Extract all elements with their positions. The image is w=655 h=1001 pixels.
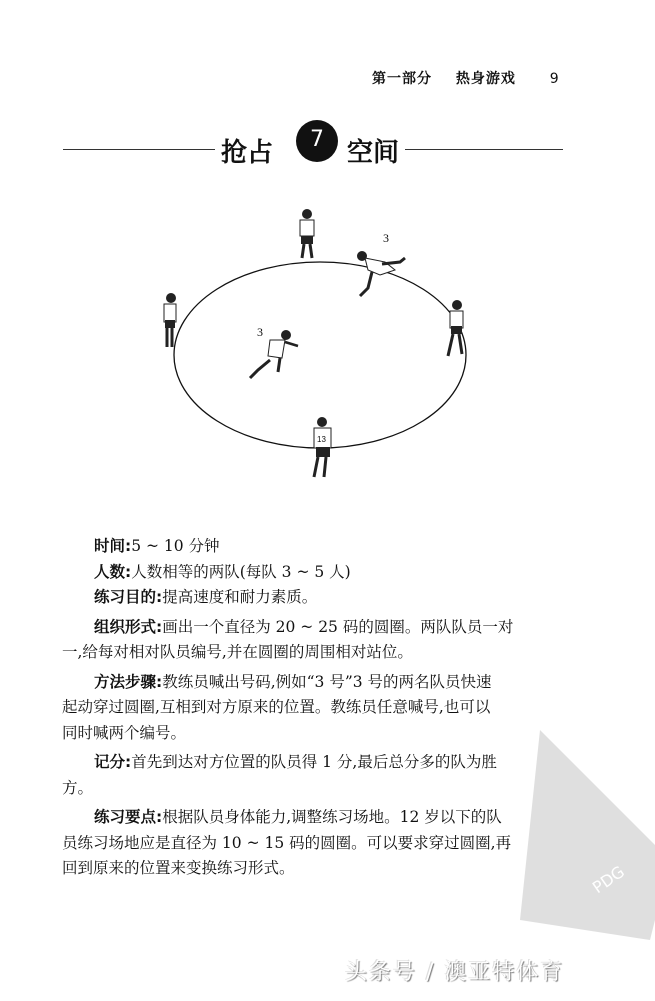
scoring-line-1: 首先到达对方位置的队员得 1 分,最后总分多的队为胜 bbox=[131, 753, 497, 771]
format-row bbox=[62, 615, 562, 641]
purpose-row bbox=[62, 585, 562, 611]
svg-text:13: 13 bbox=[317, 435, 326, 444]
method-line-1: 教练员喊出号码,例如“3 号”3 号的两名队员快速 bbox=[162, 672, 492, 691]
method-row bbox=[62, 670, 562, 696]
pdg-stamp-watermark bbox=[520, 720, 655, 940]
keypoints-row bbox=[62, 805, 562, 831]
circle-diagram bbox=[150, 200, 480, 490]
scoring-label: 记分: bbox=[94, 753, 132, 771]
purpose-value: 提高速度和耐力素质。 bbox=[162, 588, 318, 606]
stamp-icon bbox=[520, 720, 655, 940]
players-row bbox=[62, 560, 562, 586]
player-right bbox=[448, 300, 463, 356]
game-number-badge: 7 bbox=[296, 120, 338, 162]
part-label: 第一部分 bbox=[372, 71, 432, 87]
time-value: 5 ~ 10 分钟 bbox=[131, 537, 220, 555]
drill-illustration bbox=[150, 200, 480, 490]
svg-text:3: 3 bbox=[257, 325, 263, 339]
purpose-label: 练习目的: bbox=[94, 588, 163, 606]
format-label: 组织形式: bbox=[94, 617, 163, 636]
method-label: 方法步骤: bbox=[94, 672, 163, 691]
time-row bbox=[62, 534, 562, 560]
svg-text:PDG: PDG bbox=[588, 861, 628, 898]
keypoints-label: 练习要点: bbox=[94, 808, 163, 826]
keypoints-line-2: 员练习场地应是直径为 10 ~ 15 码的圆圈。可以要求穿过圆圈,再 bbox=[62, 833, 512, 852]
title-rule-left bbox=[63, 149, 215, 150]
page-number: 9 bbox=[549, 71, 560, 87]
player-left bbox=[164, 293, 176, 347]
scoring-line-2: 方。 bbox=[62, 778, 94, 797]
section-label: 热身游戏 bbox=[455, 71, 516, 87]
format-line-2: 一,给每对相对队员编号,并在圆圈的周围相对站位。 bbox=[62, 643, 413, 661]
scoring-row bbox=[62, 750, 562, 776]
keypoints-line-1: 根据队员身体能力,调整练习场地。12 岁以下的队 bbox=[162, 808, 502, 826]
player-13-bottom bbox=[314, 417, 331, 477]
title-rule-right bbox=[405, 149, 563, 150]
player-top bbox=[300, 209, 314, 258]
players-value: 人数相等的两队(每队 3 ~ 5 人) bbox=[131, 562, 351, 581]
drill-description bbox=[62, 534, 562, 882]
method-line-2: 起动穿过圆圈,互相到对方原来的位置。教练员任意喊号,也可以 bbox=[62, 698, 491, 716]
format-line-1: 画出一个直径为 20 ~ 25 码的圆圈。两队队员一对 bbox=[162, 617, 514, 636]
title-left: 抢占 bbox=[221, 138, 274, 168]
running-head bbox=[372, 68, 560, 88]
svg-text:3: 3 bbox=[383, 231, 389, 245]
footer-watermark: 头条号 / 澳亚特体育 bbox=[345, 960, 565, 985]
title-right: 空间 bbox=[347, 138, 400, 168]
player-3-top-right bbox=[357, 251, 405, 296]
players-label: 人数: bbox=[94, 562, 132, 581]
chapter-title bbox=[63, 120, 563, 170]
method-line-3: 同时喊两个编号。 bbox=[62, 723, 187, 742]
time-label: 时间: bbox=[94, 537, 132, 555]
keypoints-line-3: 回到原来的位置来变换练习形式。 bbox=[62, 859, 295, 877]
